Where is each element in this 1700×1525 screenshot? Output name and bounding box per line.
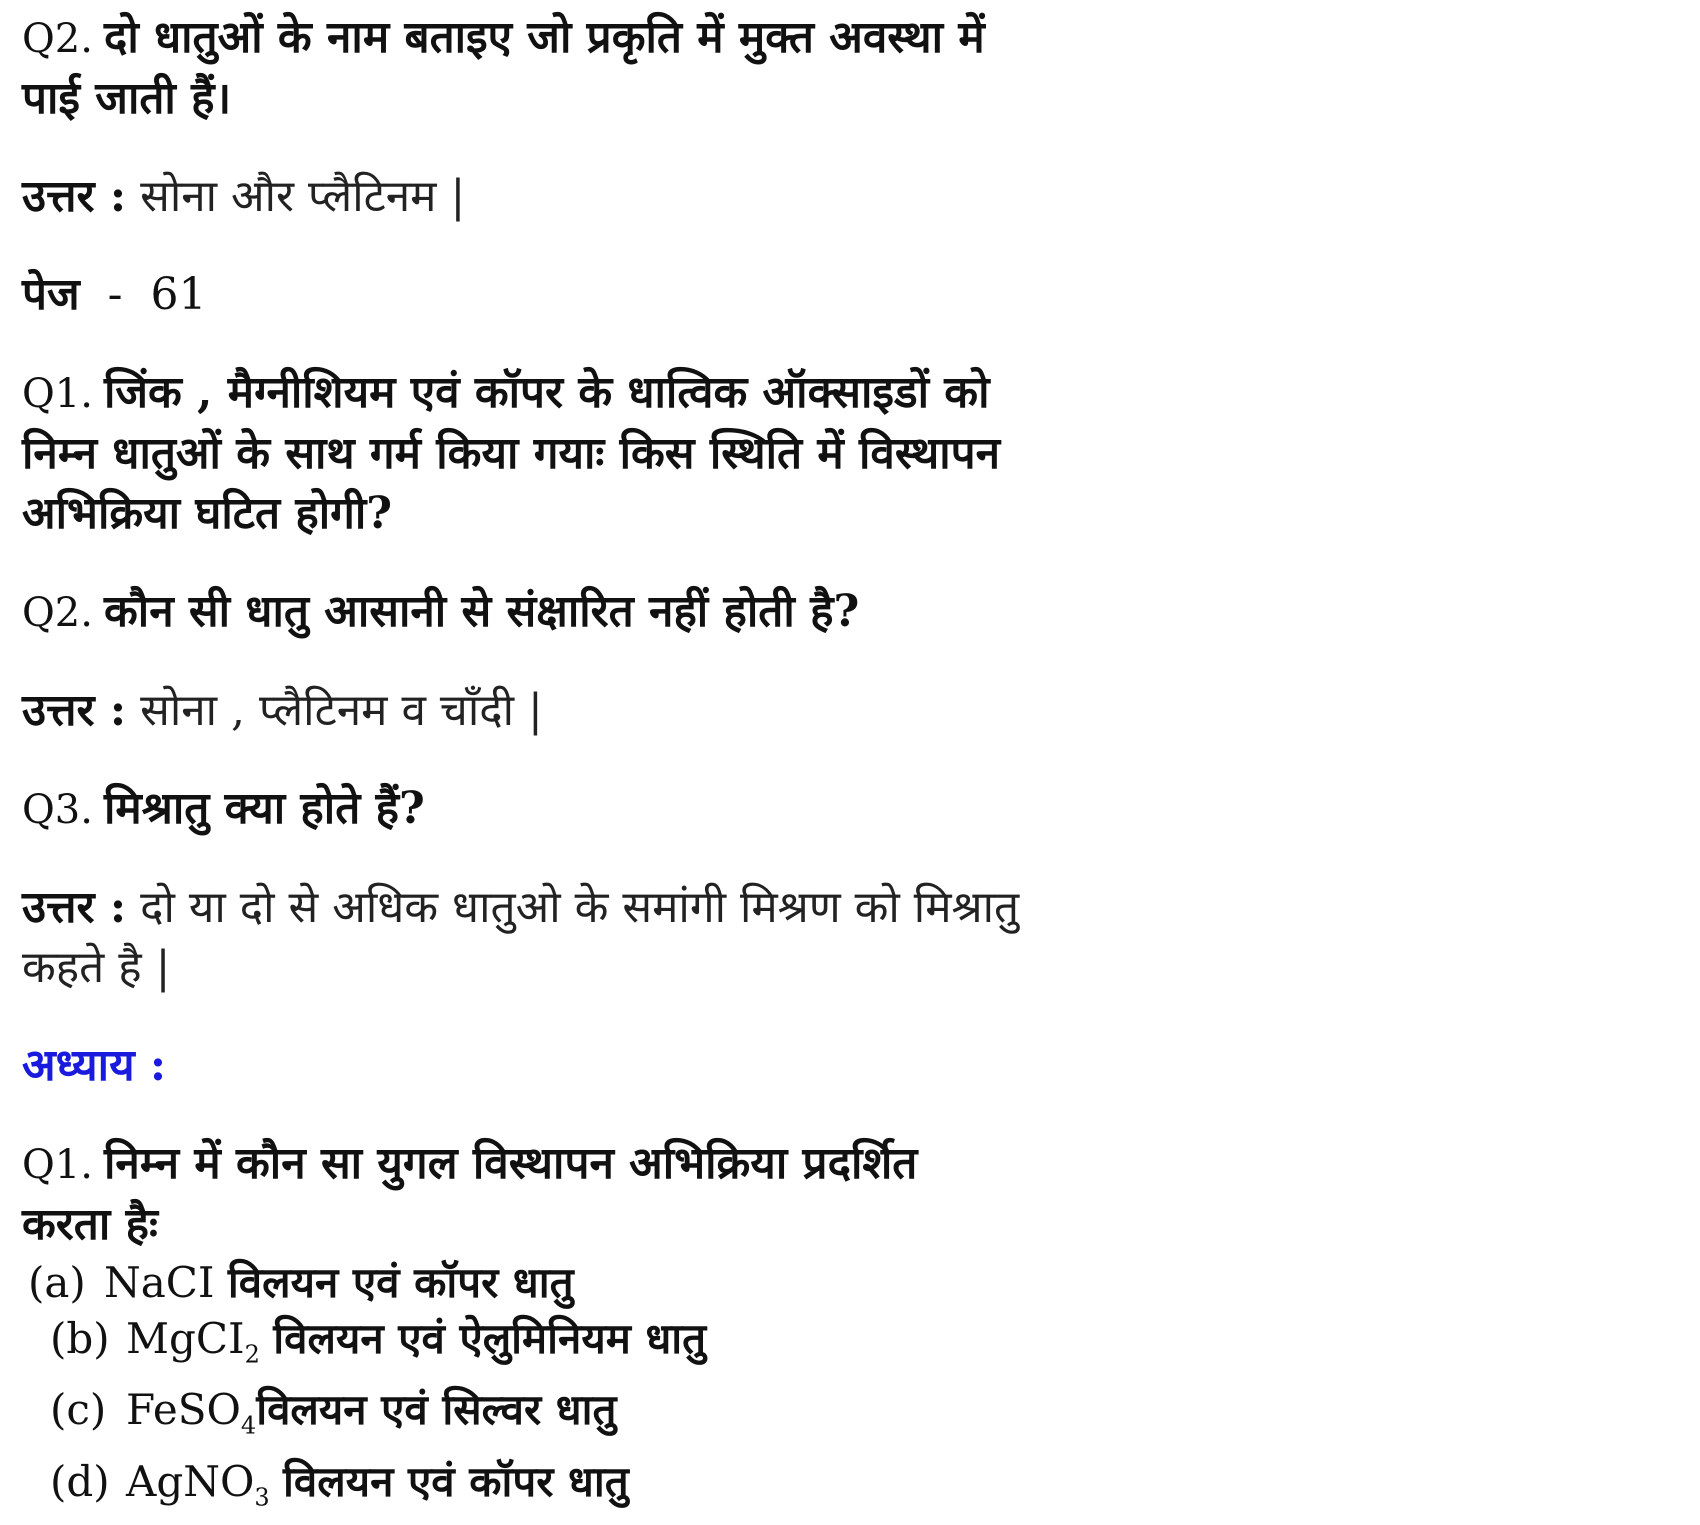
question-number: Q2.: [22, 16, 93, 62]
option-c: [22, 1382, 1172, 1453]
question-text: निम्न में कौन सा युगल विस्थापन अभिक्रिया प्रदर्शित: [104, 1138, 918, 1189]
answer-q2: [22, 167, 1172, 227]
answer-q2b: [22, 681, 1172, 741]
question-number: Q2.: [22, 590, 93, 636]
question-q1c-line2: करता हैः: [22, 1199, 158, 1250]
option-formula-sub: 3: [254, 1483, 270, 1512]
option-d: [22, 1454, 1172, 1525]
page-marker: [22, 265, 1172, 325]
question-number: Q1.: [22, 371, 93, 417]
option-label: (c): [50, 1385, 107, 1435]
option-a: [22, 1255, 1172, 1311]
question-text: कौन सी धातु आसानी से संक्षारित नहीं होती है?: [104, 586, 860, 637]
option-desc: विलयन एवं ऐलुमिनियम धातु: [273, 1314, 707, 1363]
answer-label: उत्तर :: [22, 685, 127, 736]
answer-text: दो या दो से अधिक धातुओ के समांगी मिश्रण को मिश्रातु: [140, 882, 1020, 933]
option-formula-sub: 2: [244, 1340, 260, 1369]
question-q1-line3: अभिक्रिया घटित होगी?: [22, 488, 393, 539]
answer-q3-line1: [22, 878, 1172, 938]
question-q2b: [22, 582, 1172, 643]
option-desc: विलयन एवं कॉपर धातु: [227, 1258, 574, 1307]
option-label: (a): [28, 1258, 86, 1307]
chapter-heading: अध्याय :: [22, 1040, 167, 1091]
option-desc: विलयन एवं कॉपर धातु: [283, 1456, 629, 1506]
answer-text: सोना , प्लैटिनम व चाँदी |: [140, 685, 543, 736]
option-desc: विलयन एवं सिल्वर धातु: [256, 1385, 617, 1435]
option-b: [22, 1311, 1172, 1382]
page-number: 61: [150, 269, 207, 320]
option-formula: AgNO: [126, 1456, 255, 1506]
question-q3: [22, 779, 1172, 840]
answer-label: उत्तर :: [22, 882, 127, 933]
option-formula: MgCI: [126, 1314, 245, 1363]
question-text: मिश्रातु क्या होते हैं?: [104, 783, 425, 834]
question-text: जिंक , मैग्नीशियम एवं कॉपर के धात्विक ऑक्साइडों को: [104, 367, 990, 418]
option-label: (d): [50, 1456, 110, 1506]
option-label: (b): [50, 1314, 110, 1363]
question-q2-line1: [22, 8, 1172, 69]
question-number: Q1.: [22, 1142, 93, 1188]
option-formula: NaCI: [104, 1258, 215, 1307]
page-dash: -: [107, 269, 123, 320]
answer-label: उत्तर :: [22, 171, 127, 222]
option-formula-sub: 4: [240, 1411, 257, 1440]
question-q1-line2: निम्न धातुओं के साथ गर्म किया गयाः किस स्थिति में विस्थापन: [22, 428, 1001, 479]
answer-q3-line2: कहते है |: [22, 942, 171, 993]
answer-text: सोना और प्लैटिनम |: [140, 171, 466, 222]
question-text: दो धातुओं के नाम बताइए जो प्रकृति में मुक्त अवस्था में: [104, 12, 985, 63]
question-q2-line2: पाई जाती हैं।: [22, 73, 232, 124]
option-formula: FeSO: [126, 1385, 241, 1435]
question-q1c-line1: [22, 1134, 1172, 1195]
page-label: पेज: [22, 269, 80, 320]
document-page: [22, 8, 1172, 1525]
question-q1-line1: [22, 363, 1172, 424]
question-number: Q3.: [22, 787, 93, 833]
